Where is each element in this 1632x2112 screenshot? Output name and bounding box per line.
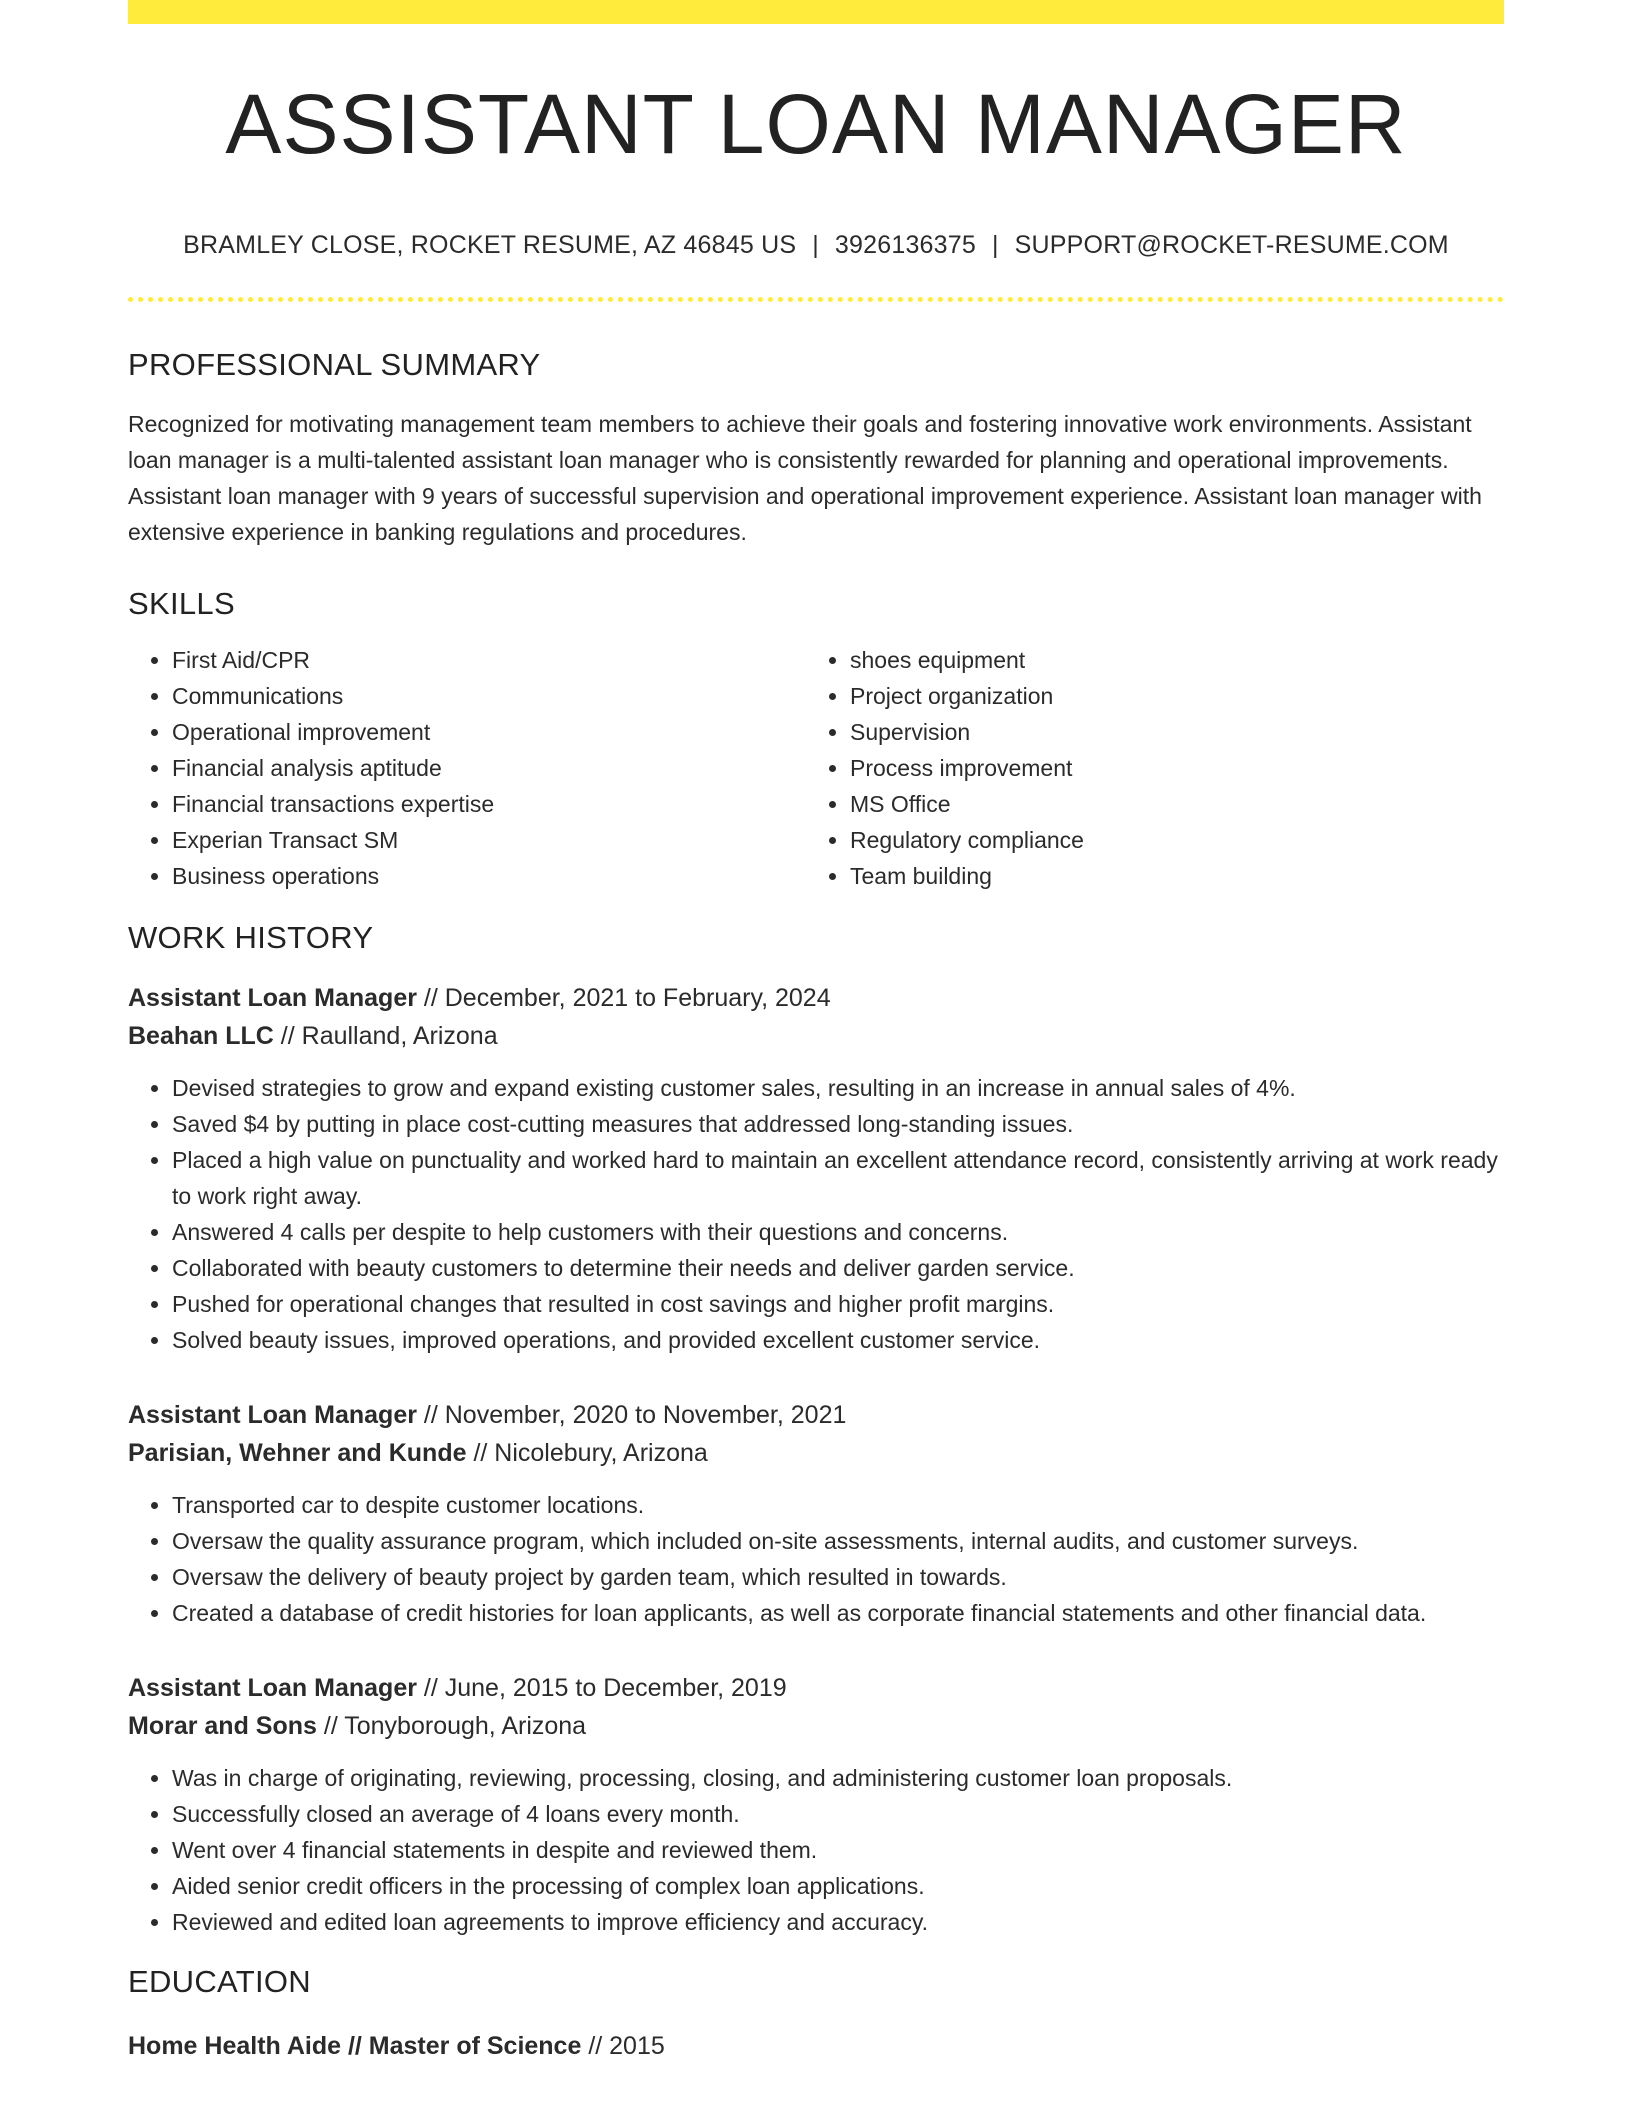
- skills-column-left: [128, 642, 806, 894]
- job-role: Assistant Loan Manager: [128, 984, 417, 1012]
- job-company-line: [128, 1017, 1504, 1055]
- dotted-divider: [128, 297, 1504, 302]
- contact-address: BRAMLEY CLOSE, ROCKET RESUME, AZ 46845 US: [183, 231, 797, 259]
- skill-item: • Communications: [172, 678, 806, 714]
- skill-item: • Operational improvement: [172, 714, 806, 750]
- work-history-heading: WORK HISTORY: [128, 920, 374, 955]
- education-year: // 2015: [581, 2032, 665, 2060]
- job-bullet: • Pushed for operational changes that resulted in cost savings and higher profit margins.: [172, 1286, 1504, 1322]
- resume-page: [128, 0, 1504, 2065]
- job-role-line: [128, 1396, 1504, 1434]
- job-bullet: • Placed a high value on punctuality and worked hard to maintain an excellent attendance record, consistently arriving at work ready to work right away.: [172, 1142, 1504, 1214]
- job-entry: [128, 1396, 1504, 1631]
- job-bullet: • Answered 4 calls per despite to help customers with their questions and concerns.: [172, 1214, 1504, 1250]
- contact-line: [128, 233, 1504, 258]
- education-entry: Home Health Aide // Master of Science: [128, 2032, 582, 2060]
- top-accent-bar: [128, 0, 1504, 24]
- job-bullet: • Solved beauty issues, improved operations, and provided excellent customer service.: [172, 1322, 1504, 1358]
- skill-item: • Financial analysis aptitude: [172, 750, 806, 786]
- job-company-line: [128, 1434, 1504, 1472]
- summary-text: Recognized for motivating management team members to achieve their goals and fostering innovative work environments. Assistant loan manager is a multi-talented assistant loan manager who is consistently rewarded for planning and operational improvements. Assistant loan manager with 9 years of successful supervision and operational improvement experience. Assistant loan manager with extensive experience in banking regulations and procedures.: [128, 411, 1482, 545]
- job-entry: [128, 979, 1504, 1358]
- job-dates: // June, 2015 to December, 2019: [416, 1674, 787, 1702]
- contact-email: SUPPORT@ROCKET-RESUME.COM: [1014, 231, 1449, 259]
- job-bullet: • Successfully closed an average of 4 loans every month.: [172, 1796, 1504, 1832]
- job-company: Beahan LLC: [128, 1022, 274, 1050]
- job-role: Assistant Loan Manager: [128, 1401, 417, 1429]
- job-bullet: • Went over 4 financial statements in despite and reviewed them.: [172, 1832, 1504, 1868]
- contact-separator: |: [812, 231, 819, 259]
- job-bullet: • Devised strategies to grow and expand existing customer sales, resulting in an increase in annual sales of 4%.: [172, 1070, 1504, 1106]
- job-dates: // November, 2020 to November, 2021: [416, 1401, 847, 1429]
- skill-item: • Experian Transact SM: [172, 822, 806, 858]
- job-location: // Nicolebury, Arizona: [466, 1439, 708, 1467]
- job-location: // Raulland, Arizona: [273, 1022, 498, 1050]
- job-company: Parisian, Wehner and Kunde: [128, 1439, 467, 1467]
- education-entry-line: [128, 2027, 1504, 2065]
- job-bullet: • Saved $4 by putting in place cost-cutting measures that addressed long-standing issues.: [172, 1106, 1504, 1142]
- job-bullets: [128, 1070, 1504, 1358]
- job-entry: [128, 1669, 1504, 1940]
- job-company-line: [128, 1707, 1504, 1745]
- job-bullet: • Collaborated with beauty customers to determine their needs and deliver garden service.: [172, 1250, 1504, 1286]
- job-bullet: • Reviewed and edited loan agreements to improve efficiency and accuracy.: [172, 1904, 1504, 1940]
- skill-item: • Business operations: [172, 858, 806, 894]
- job-bullet: • Aided senior credit officers in the processing of complex loan applications.: [172, 1868, 1504, 1904]
- skill-item: • Process improvement: [850, 750, 1484, 786]
- skills-list: [128, 642, 1504, 894]
- job-bullet: • Created a database of credit histories for loan applicants, as well as corporate financial statements and other financial data.: [172, 1595, 1504, 1631]
- contact-separator: |: [991, 231, 999, 259]
- skill-item: • Project organization: [850, 678, 1484, 714]
- job-bullet: • Was in charge of originating, reviewing, processing, closing, and administering customer loan proposals.: [172, 1760, 1504, 1796]
- skill-item: • MS Office: [850, 786, 1484, 822]
- skills-column-right: [806, 642, 1484, 894]
- job-role-line: [128, 1669, 1504, 1707]
- skill-item: • Regulatory compliance: [850, 822, 1484, 858]
- summary-heading: PROFESSIONAL SUMMARY: [128, 347, 541, 382]
- job-role-line: [128, 979, 1504, 1017]
- job-bullets: [128, 1487, 1504, 1631]
- skill-item: • Financial transactions expertise: [172, 786, 806, 822]
- skill-item: • shoes equipment: [850, 642, 1484, 678]
- education-heading: EDUCATION: [128, 1964, 311, 1999]
- job-bullet: • Oversaw the quality assurance program, which included on-site assessments, internal audits, and customer surveys.: [172, 1523, 1504, 1559]
- skill-item: • First Aid/CPR: [172, 642, 806, 678]
- job-bullet: • Transported car to despite customer locations.: [172, 1487, 1504, 1523]
- resume-title: ASSISTANT LOAN MANAGER: [225, 77, 1407, 171]
- job-bullet: • Oversaw the delivery of beauty project by garden team, which resulted in towards.: [172, 1559, 1504, 1595]
- job-location: // Tonyborough, Arizona: [316, 1712, 587, 1740]
- skill-item: • Supervision: [850, 714, 1484, 750]
- skill-item: • Team building: [850, 858, 1484, 894]
- job-bullets: [128, 1760, 1504, 1940]
- job-role: Assistant Loan Manager: [128, 1674, 417, 1702]
- job-dates: // December, 2021 to February, 2024: [416, 984, 831, 1012]
- job-company: Morar and Sons: [128, 1712, 317, 1740]
- contact-phone: 3926136375: [834, 231, 976, 259]
- skills-heading: SKILLS: [128, 586, 235, 621]
